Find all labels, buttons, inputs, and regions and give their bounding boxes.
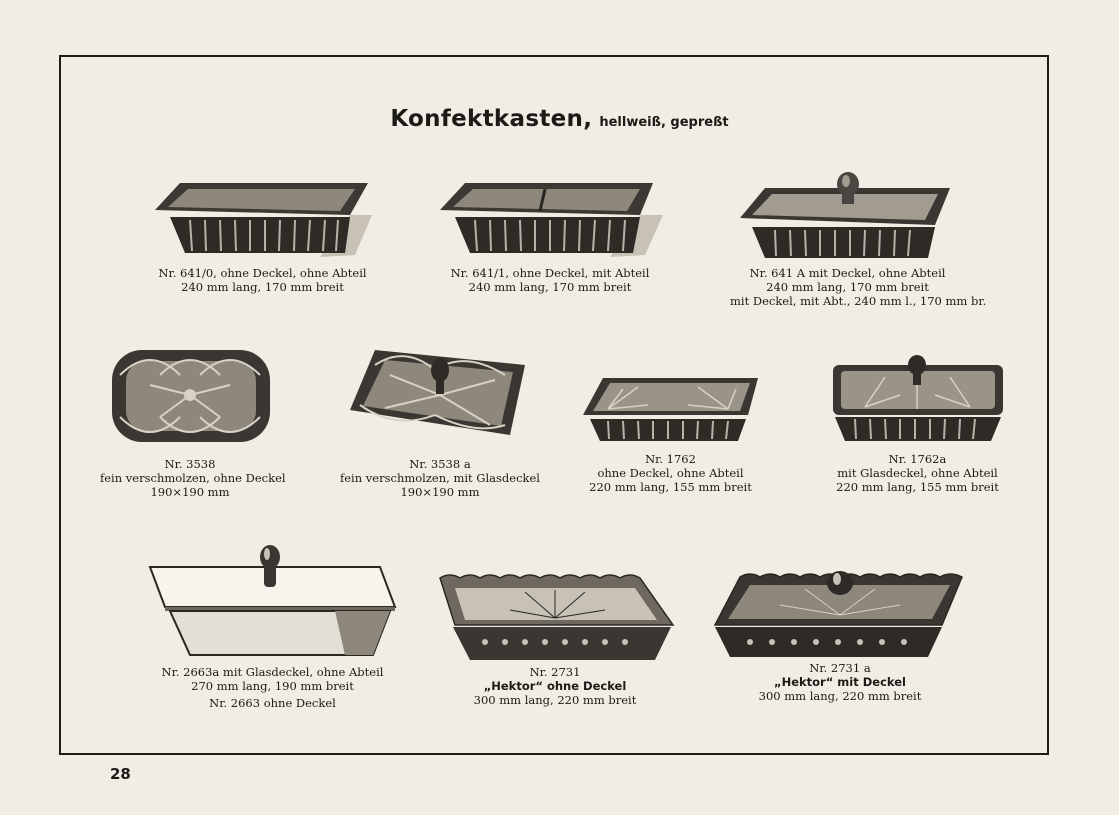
- item-dimensions: 220 mm lang, 155 mm breit: [589, 480, 752, 494]
- item-caption: [578, 452, 763, 494]
- item-number-line: Nr. 1762: [645, 452, 696, 466]
- catalog-item-3538a: [335, 340, 545, 505]
- item-description-text: „Hektor“ mit Deckel: [774, 675, 906, 689]
- item-caption: [730, 266, 987, 308]
- item-number-line: Nr. 1762a: [888, 452, 947, 466]
- item-caption: [435, 266, 665, 294]
- item-dimensions: 220 mm lang, 155 mm breit: [836, 480, 999, 494]
- item-caption: [710, 661, 970, 703]
- item-dimensions: 190×190 mm: [400, 485, 480, 499]
- item-dimensions: 270 mm lang, 190 mm breit: [191, 679, 354, 693]
- item-description: fein verschmolzen, mit Glasdeckel: [340, 471, 540, 485]
- item-caption: [435, 665, 675, 707]
- item-number-line: Nr. 2663a mit Glasdeckel, ohne Abteil: [161, 665, 384, 679]
- catalog-item-641-0: [150, 175, 375, 300]
- item-description: fein verschmolzen, ohne Deckel: [100, 471, 286, 485]
- item-description: [435, 679, 675, 693]
- fused-bowl-with-lid-illustration: [335, 340, 545, 445]
- dish-with-lid-illustration: [730, 170, 965, 260]
- star-cut-dish-illustration: [578, 375, 763, 445]
- catalog-item-2663a: [145, 545, 400, 715]
- item-dimensions: 190×190 mm: [150, 485, 230, 499]
- title-main: Konfektkasten,: [390, 106, 593, 132]
- item-description: [710, 675, 970, 689]
- item-number-line: Nr. 641 A mit Deckel, ohne Abteil: [749, 266, 946, 280]
- title-subtitle: hellweiß, gepreßt: [599, 115, 729, 130]
- item-description: ohne Deckel, ohne Abteil: [597, 466, 744, 480]
- item-description-text: „Hektor“ ohne Deckel: [483, 679, 627, 693]
- item-caption: [100, 457, 286, 499]
- item-number-line: Nr. 2731 a: [809, 661, 871, 675]
- item-number-line: Nr. 2731: [529, 665, 581, 679]
- item-dimensions: 240 mm lang, 170 mm breit: [468, 280, 632, 294]
- page-number: 28: [110, 765, 131, 783]
- hektor-dish-illustration: [435, 570, 675, 662]
- page-title: [0, 106, 1119, 132]
- dish-illustration: [435, 175, 665, 260]
- catalog-item-3538: [100, 345, 286, 505]
- dish-illustration: [150, 175, 375, 260]
- catalog-item-1762a: [825, 355, 1010, 505]
- item-dimensions: 240 mm lang, 170 mm breit: [181, 280, 344, 294]
- item-dimensions: 300 mm lang, 220 mm breit: [758, 689, 922, 703]
- item-dimensions: 300 mm lang, 220 mm breit: [473, 693, 637, 707]
- fused-bowl-illustration: [100, 345, 280, 445]
- item-caption: [145, 665, 400, 710]
- item-number-line: Nr. 3538 a: [409, 457, 471, 471]
- catalog-item-2731: [435, 570, 675, 715]
- item-variant-note: mit Deckel, mit Abt., 240 mm l., 170 mm br.: [730, 294, 987, 308]
- hektor-dish-with-lid-illustration: [710, 565, 970, 660]
- item-caption: [335, 457, 545, 499]
- catalog-item-641a: [730, 170, 987, 310]
- item-variant-note: Nr. 2663 ohne Deckel: [209, 696, 336, 710]
- plain-box-with-lid-illustration: [145, 545, 400, 660]
- item-caption: [825, 452, 1010, 494]
- item-description: mit Glasdeckel, ohne Abteil: [837, 466, 998, 480]
- item-dimensions: 240 mm lang, 170 mm breit: [766, 280, 929, 294]
- star-cut-dish-with-lid-illustration: [825, 355, 1010, 445]
- catalog-item-641-1: [435, 175, 665, 300]
- catalog-item-1762: [578, 375, 763, 505]
- item-number-line: Nr. 641/1, ohne Deckel, mit Abteil: [450, 266, 650, 280]
- item-caption: [150, 266, 375, 294]
- item-number-line: Nr. 3538: [164, 457, 216, 471]
- catalog-item-2731a: [710, 565, 970, 715]
- item-number-line: Nr. 641/0, ohne Deckel, ohne Abteil: [158, 266, 367, 280]
